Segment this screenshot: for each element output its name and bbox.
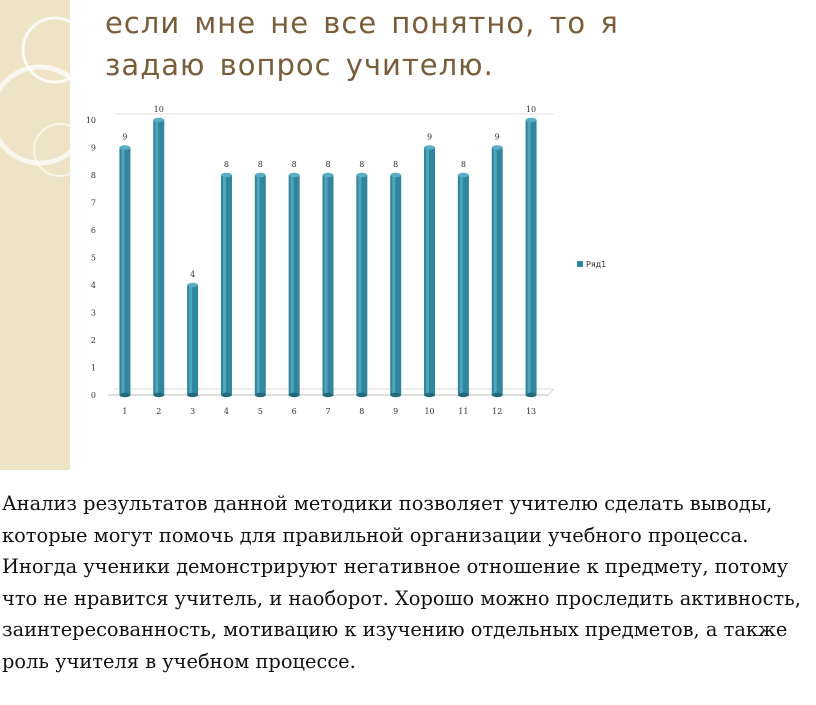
x-tick-label: 6: [291, 407, 297, 416]
data-label: 9: [426, 132, 433, 142]
bar: [492, 148, 503, 396]
x-tick-label: 3: [190, 407, 196, 416]
bar-highlight: [155, 120, 158, 395]
bar: [458, 175, 469, 395]
y-tick-label: 8: [90, 171, 96, 180]
bar-top: [119, 145, 130, 149]
bar-base: [119, 393, 130, 397]
legend-swatch: [577, 261, 583, 267]
x-tick-label: 12: [492, 407, 503, 416]
chart-svg: [70, 100, 690, 430]
x-tick-label: 10: [424, 407, 435, 416]
bar: [424, 148, 435, 396]
bar-highlight: [460, 175, 463, 395]
bar-base: [187, 393, 198, 397]
y-tick-label: 5: [90, 253, 96, 263]
y-tick-label: 2: [90, 336, 96, 345]
bar-highlight: [392, 175, 395, 395]
bar-highlight: [121, 148, 124, 396]
x-tick-label: 1: [122, 407, 128, 416]
data-label: 8: [223, 160, 230, 169]
x-tick-label: 9: [393, 407, 399, 416]
bar-base: [526, 393, 537, 397]
x-tick-label: 7: [325, 407, 331, 416]
x-tick-label: 4: [223, 407, 230, 416]
bar-top: [458, 173, 469, 177]
data-label: 9: [122, 132, 128, 142]
bar-top: [424, 145, 435, 149]
bar: [255, 175, 266, 395]
x-tick-label: 13: [525, 407, 537, 416]
x-tick-label: 5: [257, 407, 263, 416]
legend-label: Ряд1: [586, 260, 607, 269]
analysis-paragraph: Анализ результатов данной методики позволяет учителю сделать выводы, которые могут помочь для правильной организации учебного процесса. Иногда ученики демонстрируют негативное отношение к предмету, потому что не нравится учитель, и наоборот. Хорошо можно проследить активность, заинтересованность, мотивацию к изучению отдельных предметов, а также роль учителя в учебном процессе.: [2, 492, 801, 673]
bar: [356, 175, 367, 395]
data-label: 10: [153, 105, 164, 114]
y-tick-label: 3: [90, 308, 96, 318]
bar-base: [492, 393, 503, 397]
bar-highlight: [494, 148, 497, 396]
bar-top: [221, 173, 232, 177]
bar-top: [153, 118, 164, 122]
y-tick-label: 0: [90, 391, 96, 400]
bar-base: [356, 393, 367, 397]
bar-chart: [70, 100, 690, 430]
bar-top: [255, 173, 266, 177]
bar-top: [492, 145, 503, 149]
bar-base: [289, 393, 300, 397]
bar-highlight: [189, 285, 192, 395]
x-tick-label: 11: [458, 407, 469, 416]
bar-top: [289, 173, 300, 177]
y-tick-label: 9: [90, 143, 96, 153]
data-label: 8: [325, 160, 331, 169]
decorative-band: [0, 0, 70, 470]
data-label: 8: [359, 160, 365, 169]
bar-base: [323, 393, 334, 397]
bar: [526, 120, 537, 395]
x-tick-label: 2: [156, 407, 162, 416]
bar-base: [153, 393, 164, 397]
bar-highlight: [291, 175, 294, 395]
bar: [119, 148, 130, 396]
data-label: 8: [257, 160, 263, 169]
data-label: 8: [291, 160, 297, 169]
bar: [289, 175, 300, 395]
data-label: 10: [525, 105, 537, 114]
bar-top: [526, 118, 537, 122]
data-label: 9: [494, 132, 500, 142]
bar-highlight: [325, 175, 328, 395]
data-label: 8: [393, 160, 399, 169]
y-tick-label: 10: [85, 116, 96, 125]
bar: [390, 175, 401, 395]
bar-highlight: [223, 175, 226, 395]
bar: [221, 175, 232, 395]
x-tick-label: 8: [359, 407, 365, 416]
bar-highlight: [528, 120, 531, 395]
y-tick-label: 7: [90, 198, 96, 208]
bar-base: [390, 393, 401, 397]
bar: [187, 285, 198, 395]
bar-top: [323, 173, 334, 177]
bar-base: [255, 393, 266, 397]
floor-side-line: [548, 389, 554, 395]
data-label: 4: [190, 270, 196, 279]
y-tick-label: 1: [90, 363, 96, 373]
slide-title: если мне не все понятно, то я задаю вопрос учителю.: [105, 6, 619, 82]
y-tick-label: 6: [90, 226, 96, 235]
bar-highlight: [358, 175, 361, 395]
bar-highlight: [257, 175, 260, 395]
bar-base: [458, 393, 469, 397]
decorative-circles: [0, 0, 70, 470]
bar-base: [221, 393, 232, 397]
y-tick-label: 4: [90, 281, 96, 290]
bar-base: [424, 393, 435, 397]
bar-highlight: [426, 148, 429, 396]
bar-top: [187, 283, 198, 287]
bar-top: [356, 173, 367, 177]
data-label: 8: [460, 160, 466, 169]
bar-top: [390, 173, 401, 177]
bar: [153, 120, 164, 395]
bar: [323, 175, 334, 395]
